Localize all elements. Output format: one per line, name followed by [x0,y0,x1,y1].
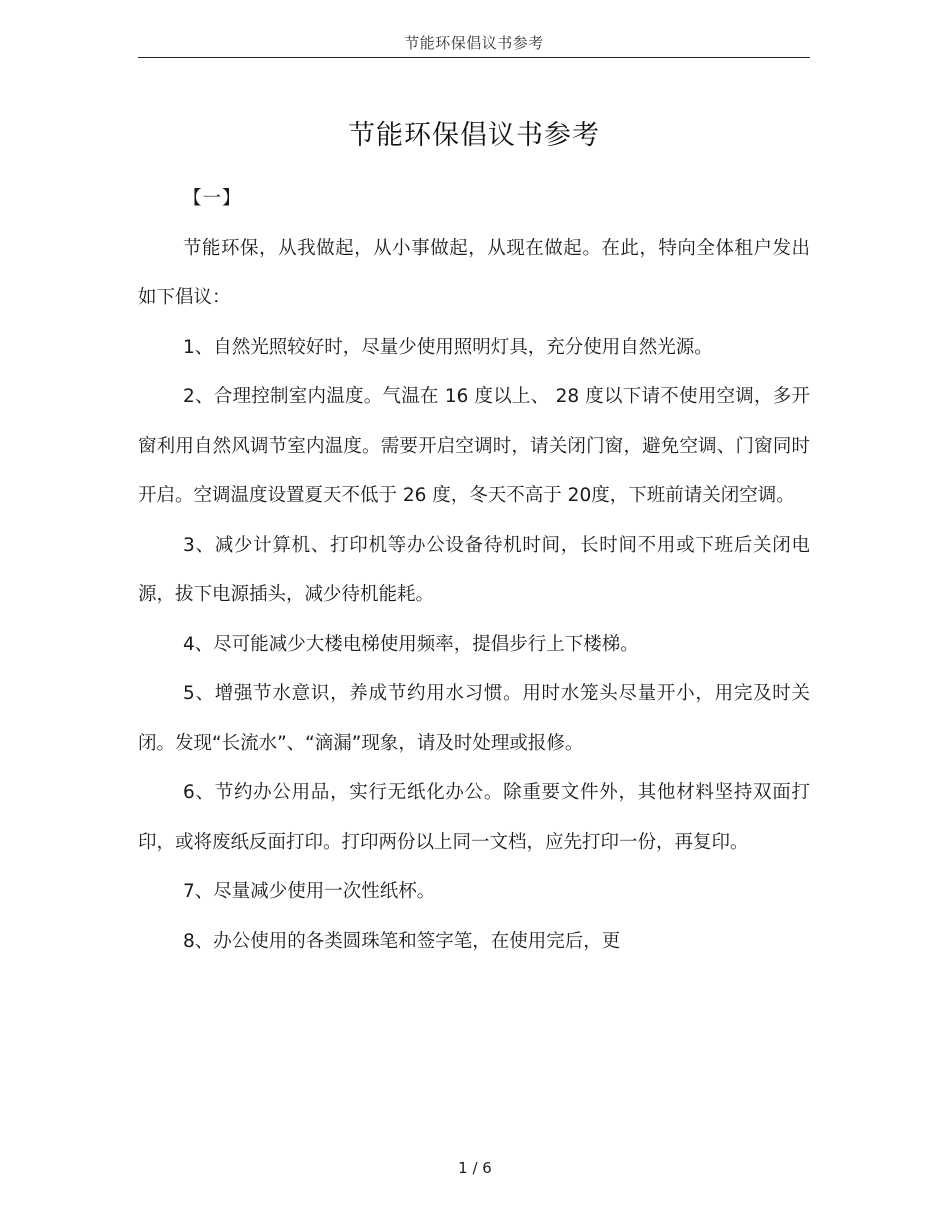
paragraph-item-1: 1、自然光照较好时，尽量少使用照明灯具，充分使用自然光源。 [183,336,713,358]
paragraph-item-7: 7、尽量减少使用一次性纸杯。 [183,881,436,902]
paragraph-item-2: 2、合理控制室内温度。气温在 16 度以上、 28 度以下请不使用空调，多开窗利用自然风调节室内温度。需要开启空调时，请关闭门窗，避免空调、门窗同时开启。空调温度设置夏天不低于 26 度，冬天不高于 20度，下班前请关闭空调。 [138,386,810,506]
running-header: 节能环保倡议书参考 [404,34,544,52]
paragraph-item-5: 5、增强节水意识，养成节约用水习惯。用时水笼头尽量开小，用完及时关闭。发现“长流水”、“滴漏”现象，请及时处理或报修。 [138,683,810,754]
page-number: 1 / 6 [458,1159,492,1177]
paragraph-intro: 节能环保，从我做起，从小事做起，从现在做起。在此，特向全体租户发出如下倡议： [138,237,810,308]
document-title: 节能环保倡议书参考 [348,120,600,151]
paragraph-item-4: 4、尽可能减少大楼电梯使用频率，提倡步行上下楼梯。 [183,633,639,655]
paragraph-item-3: 3、减少计算机、打印机等办公设备待机时间，长时间不用或下班后关闭电源，拔下电源插头，减少待机能耗。 [138,534,810,605]
paragraph-item-6: 6、节约办公用品，实行无纸化办公。除重要文件外，其他材料坚持双面打印，或将废纸反面打印。打印两份以上同一文档，应先打印一份，再复印。 [138,782,810,853]
header-divider [138,57,810,58]
document-body [138,174,810,966]
section-mark: 【一】 [183,188,242,209]
paragraph-item-8: 8、办公使用的各类圆珠笔和签字笔，在使用完后，更 [183,930,621,952]
